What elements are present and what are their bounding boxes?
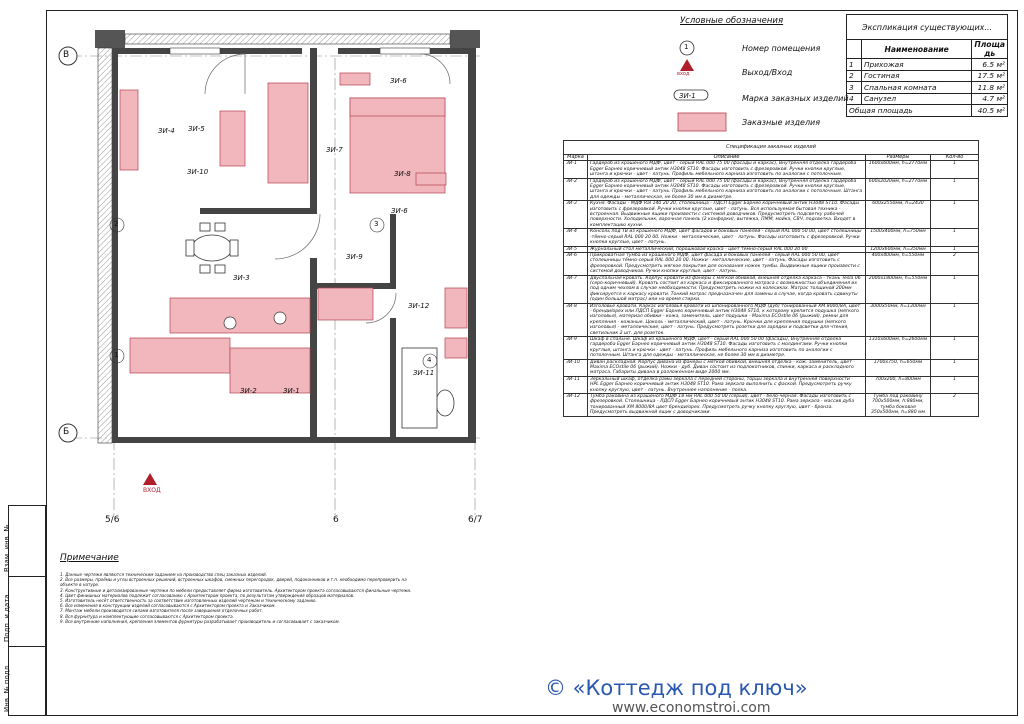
dining-table — [192, 235, 232, 261]
table-row — [564, 359, 979, 376]
table-row: Общая площадь 40.5 м² — [847, 105, 1008, 117]
table-cell: ЗИ-9 — [564, 337, 588, 360]
custom-item-closet — [318, 288, 373, 320]
table-cell: 600х2020мм, h=2770мм — [866, 178, 931, 201]
legend-symbols — [672, 36, 732, 136]
note-line: 6. Все изменения в конструкции изделий согласовываются с Архитектором проекта и Заказчиком. — [60, 603, 276, 609]
spec-header: Кол-во — [931, 155, 979, 161]
table-cell: 1 — [931, 201, 979, 229]
table-cell: ЗИ-3 — [564, 201, 588, 229]
axis-label: В — [63, 50, 70, 60]
custom-item-nightstand — [416, 173, 446, 185]
mark-tag: ЗИ-5 — [188, 125, 205, 133]
table-cell: ЗИ-2 — [564, 178, 588, 201]
note-line: 8. Вся фурнитура и комплектующие согласовываются с Архитектором проекта. — [60, 613, 234, 619]
table-cell: 3000х50мм, h=1300мм — [866, 303, 931, 336]
table-cell: ЗИ-4 — [564, 229, 588, 246]
table-cell: ЗИ-8 — [564, 303, 588, 336]
table-cell: Зеркальный шкаф, отделка рамы зеркала с передней стороны, торцы зеркала и внутренней поверхности - HPL Egger Барнео коричневый антик H3048 ST10. Рама зеркала выполнить с фаской. Предусмотреть ручку кнопку круглую, цвет - латунь. Внутреннее наполнение - полка. — [588, 376, 866, 393]
table-cell: Тумба раковина из крашеного МДФ 18 мм RAL 000 50 00 (серый), цвет - бело-черная. Фасады изготовить с фрезеровкой. Столешница - ЛДСП Egger Барнео коричневый антик H3048 ST10. Рама зеркала - массив дуба тонированный ХМ 8000/8А цвет бренди/орех. Предусмотреть ручку кнопку круглую, цвет - бронза. Предусмотреть выдвижной ящик с доводчиками. — [588, 394, 866, 417]
toilet — [436, 390, 454, 416]
table-cell: 1 — [931, 337, 979, 360]
table-cell: 1 — [931, 178, 979, 201]
table-row — [564, 229, 979, 246]
table-row — [564, 178, 979, 201]
table-cell: 700х200, h=800мм — [866, 376, 931, 393]
spec-title: Спецификация заказных изделий — [564, 141, 979, 155]
table-row: 2 Гостиная 17.5 м² — [847, 70, 1008, 82]
shower — [402, 348, 437, 428]
legend-label: Выход/Вход — [742, 68, 793, 77]
table-row: 3 Спальная комната 11.8 м² — [847, 82, 1008, 94]
explication-title: Экспликация существующих... — [847, 15, 1008, 40]
mark-tag: ЗИ-10 — [187, 168, 209, 176]
spec-header: Описание — [588, 155, 866, 161]
table-row — [564, 252, 979, 275]
stamp-cell — [3, 576, 45, 646]
table-cell: 1 — [931, 229, 979, 246]
mark-tag: ЗИ-6 — [391, 207, 408, 215]
note-line: 2. Все размеры, проёмы и углы встроенных решений, встроенных шкафов, смежных перегородок, дверей, подоконников и т.п. необходимо перепроверить на объекте в натуре. — [60, 577, 407, 588]
table-cell: ЗИ-5 — [564, 246, 588, 252]
table-cell: 1500х400мм, h=750мм — [866, 229, 931, 246]
explication-table — [846, 14, 1008, 117]
table-cell: 1200х600мм, h=350мм — [866, 246, 931, 252]
explication-col-area: Площа дь — [972, 40, 1008, 59]
spec-table — [563, 140, 979, 417]
table-cell: 1700х750, h=650мм — [866, 359, 931, 376]
room-number: 2 — [114, 220, 119, 228]
legend-label: Заказные изделия — [742, 118, 821, 127]
mark-tag: ЗИ-8 — [394, 170, 411, 178]
explication-col-name: Наименование — [862, 40, 972, 59]
axis-label: 6 — [333, 515, 339, 525]
note-line: 7. Монтаж мебели производится силами изготовителя после завершения отделочных работ. — [60, 608, 263, 614]
site-link[interactable]: www.economstroi.com — [612, 700, 771, 716]
spec-header: Размеры — [866, 155, 931, 161]
table-cell: 2 — [931, 394, 979, 417]
stamp-strip — [3, 505, 46, 716]
stamp-label: Инв. № подл. — [3, 663, 11, 712]
custom-item-nightstand — [340, 73, 370, 85]
table-cell: Консоль под ТВ из крашеного МДФ, цвет фасадов и боковых панелей - серый RAL 000 50 00, цвет столешницы -тёмно-серый RAL 000 20 00. Ножки - металлические, цвет - латунь. Фасады изготовить с фрезеровкой. Ручки кнопки круглые, цвет - латунь. — [588, 229, 866, 246]
stamp-cell — [3, 646, 45, 716]
table-cell: ЗИ-11 — [564, 376, 588, 393]
legend-title: Условные обозначения — [680, 16, 784, 26]
custom-item-kitchen — [170, 298, 310, 333]
table-cell: 1 — [931, 303, 979, 336]
notes-title: Примечание — [60, 553, 119, 563]
legend-label: Марка заказных изделий — [742, 94, 849, 103]
table-cell: ЗИ-6 — [564, 252, 588, 275]
legend-label: Номер помещения — [742, 44, 821, 53]
room-number: 4 — [427, 356, 432, 364]
note-line: 1. Данные чертежи являются техническим заданием на производство спец заказных изделий. — [60, 572, 267, 577]
table-row — [564, 275, 979, 303]
table-cell: Гардероб из крашеного МДФ, цвет - серый RAL 000 75 00 (фасады и каркас), Внутренняя отделка гардероба Egger Барнео коричневый антик H3048 ST10. Фасады изготовить с фрезеровкой. Ручки кнопки круглые, штанга и крючки - цвет - латунь. Профиль мебельного карниза изготовить по аналогии с потолочным. — [588, 161, 866, 178]
table-cell: ЗИ-7 — [564, 275, 588, 303]
custom-item-table — [220, 111, 245, 166]
table-cell: Гардероб из крашеного МДФ, цвет - серый RAL 000 75 00 (фасады и каркас), Внутренняя отделка гардероба Egger Барнео коричневый антик H3048 ST10. Фасады изготовить с фрезеровкой. Ручки кнопки круглые, штанга и крючки - цвет - латунь. Профиль мебельного карниза изготовить по аналогии с потолочным. Штанга для одежды - металлическая, не более 30 мм в диаметре. — [588, 178, 866, 201]
table-cell: 600х2550мм, h=2430 — [866, 201, 931, 229]
mark-tag: ЗИ-6 — [390, 77, 407, 85]
copyright-text: © «Коттедж под ключ» — [545, 676, 808, 700]
table-cell: 1 — [931, 275, 979, 303]
stamp-cell — [3, 506, 45, 576]
mark-tag: ЗИ-4 — [158, 127, 175, 135]
table-cell: ЗИ-12 — [564, 394, 588, 417]
table-cell: Тумба под раковину 700х500мм, h:880мм, тумба боковая 350х500мм, h=880 мм — [866, 394, 931, 417]
stamp-label: Взам. инв. № — [3, 524, 11, 572]
mark-tag: ЗИ-3 — [233, 274, 250, 282]
entrance-label: ВХОД — [143, 487, 161, 494]
custom-item-vanity — [445, 288, 467, 328]
table-row — [564, 246, 979, 252]
table-row — [564, 337, 979, 360]
custom-item-wardrobe — [130, 338, 230, 373]
custom-item-tv-console — [120, 90, 138, 170]
table-cell: 2 — [931, 252, 979, 275]
table-cell: Двуспальная кровать. Корпус кровати из фанеры с мягкой обивкой, внешняя отделка каркаса - ткань Tesla 06 (серо-коричневый). Кровать состоит из каркаса и фиксированного матраса с возможностью объединения их под одним чехлом в случае необходимости. Предусмотреть ножки на колесиках. Матрас толщиной 200мм фиксируется к каркасу кровати. Тонкий матрас предназначен для замены в случае, когда кровать сдвинуты (один большой матрас) или на время стирки. — [588, 275, 866, 303]
table-cell: Кухня. Фасады - МДФ Ral 140 20 20, столешница - ЛДСП Egger Барнео коричневый антик H3048 ST10. Фасады изготовить с фрезеровкой. Ручки кнопки круглые, цвет - латунь. Вся используемая бытовая техника - встроенная. Выдвижные ящики произвести с системой доводчиков. Предусмотреть подсветку рабочей поверхности. Холодильник, варочная панель (2 конфорки), вытяжка, ПММ, мойка, СВЧ, подсветка. Входят в комплектацию кухни. — [588, 201, 866, 229]
table-cell: 1 — [931, 246, 979, 252]
note-line: 5. Изготовитель несёт ответственность за соответствие изготовленных изделий чертежам и техническому заданию. — [60, 598, 317, 604]
axis-label: Б — [63, 427, 70, 437]
legend-sample: вход — [677, 71, 690, 77]
legend-sample: ЗИ-1 — [679, 92, 696, 100]
mark-tag: ЗИ-7 — [326, 146, 343, 154]
custom-item-mirror — [445, 338, 467, 358]
mark-tag: ЗИ-9 — [346, 253, 363, 261]
floor-plan — [50, 18, 520, 538]
axis-label: 6/7 — [468, 515, 483, 525]
mark-tag: ЗИ-2 — [240, 387, 257, 395]
custom-item-sofa — [268, 83, 308, 183]
spec-body — [564, 161, 979, 416]
table-row — [564, 303, 979, 336]
table-cell: Прикроватная тумба из крашеного МДФ, цвет фасада и боковых панелей - серый RAL 000 50 00, цвет столешницы тёмно-серый RAL 000 20 00. Ножки - металлические, цвет - латунь. Фасады изготовить с фрезеровкой. Предусмотреть мягкое покрытие для основания ножек тумбы. Выдвижные ящики произвести с системой доводчиков. Ручки кнопки круглые, цвет - латунь. — [588, 252, 866, 275]
table-row — [564, 201, 979, 229]
table-cell: Шкаф в спальне. Шкаф из крашеного МДФ, цвет - серый RAL 000 50 00 (фасады), Внутренняя отделка гардероба Egger Барнео коричневый антик H3048 ST10. Фасады изготовить с молдингами. Ручки кнопки круглые, штанга и крючки - цвет - латунь. Профиль мебельного карниза изготовить по аналогии с потолочным. Штанга для одежды - металлическая, не более 30 мм в диаметре. — [588, 337, 866, 360]
table-cell: Журнальный стол металлический, порошковая краска - цвет тёмно-серый RAL 000 20 00 — [588, 246, 866, 252]
table-cell: 1 — [931, 161, 979, 178]
axis-label: 5/6 — [105, 515, 120, 525]
room-number: 3 — [374, 220, 379, 228]
table-cell: ЗИ-10 — [564, 359, 588, 376]
entrance-icon — [143, 473, 157, 485]
table-cell: 1 — [931, 359, 979, 376]
table-row: 1 Прихожая 6.5 м² — [847, 59, 1008, 71]
legend-sample: 1 — [684, 43, 689, 51]
mark-tag: ЗИ-1 — [283, 387, 300, 395]
table-cell: 1 — [931, 376, 979, 393]
table-row: 4 Санузел 4.7 м² — [847, 93, 1008, 105]
table-cell: 2000х1800мм, h=550мм — [866, 275, 931, 303]
table-row — [564, 376, 979, 393]
mark-tag: ЗИ-12 — [408, 302, 430, 310]
table-cell: ЗИ-1 — [564, 161, 588, 178]
spec-header: Марка — [564, 155, 588, 161]
note-line: 3. Конструктивные и детализированные чертежи по мебели предоставляет фирма изготовитель. Архитектором проекта согласовываются финальные чертежи. — [60, 587, 412, 593]
table-cell: 400х400мм, h=550мм — [866, 252, 931, 275]
room-number: 1 — [114, 351, 119, 359]
table-cell: 1310х600мм, h=2600мм — [866, 337, 931, 360]
table-row — [564, 394, 979, 417]
table-cell: 1600х600мм, h=2770мм — [866, 161, 931, 178]
stamp-label: Подп. и дата — [3, 594, 11, 642]
table-cell: Диван раскладной. Корпус дивана из фанеры с мягкой обивкой, внешняя отделка - кож. заменитель, цвет - Maxima ECOstile 06 (рыжий). Ножки - дуб. Диван состоит из подлокотников, спинки, каркаса и раскладного матраса. Габариты дивана в разложенном виде 2000 мм. — [588, 359, 866, 376]
mark-tag: ЗИ-11 — [413, 369, 435, 377]
table-cell: Изголовье кровати. Каркас изголовья кровати из шпонированного МДФ (дуб) тонированный ХМ 8000/8А, цвет - бренди/орех или ЛДСП Egger Барнео коричневый антик H3048 ST10, к которому крепится подушка (мягкого изголовья), материал обивки - кожа, заменитель, цвет подушки - Maxima ECOstile 06 (рыжий), ремни для крепления - кожаные. Цоколь - металлический, цвет - латунь. Крючки для крепления подушки (мягкого изголовья) - металлические, цвет - латунь. Предусмотреть розетки для зарядки и подсветки для чтения, светильник 2 шт. для розеток. — [588, 303, 866, 336]
notes-body — [60, 572, 415, 624]
note-line: 9. Все внутренние наполнения, крепления элементов фурнитуры разрабатывает производитель и согласовывает с заказчиком. — [60, 618, 340, 624]
note-line: 4. Цвет финишных материалов подлежит согласованию с Архитектором проекта, по результатам утверждения образцов материалов. — [60, 592, 355, 598]
table-row — [564, 161, 979, 178]
